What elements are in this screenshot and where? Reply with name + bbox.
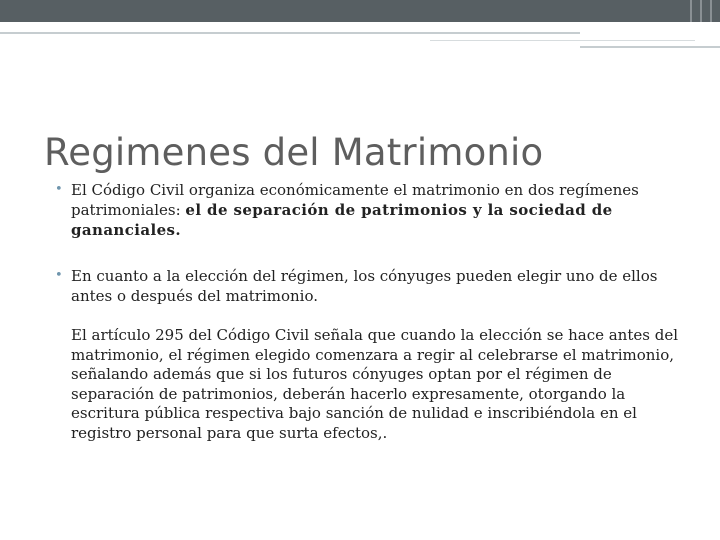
header-band-divider: [690, 0, 692, 22]
bullet-emphasis: el de separación de patrimonios y la sociedad de gananciales.: [71, 201, 613, 239]
slide-body: [55, 180, 695, 444]
header-band: [0, 0, 720, 22]
header-rule: [0, 32, 580, 34]
bullet-text: El Código Civil organiza económicamente el matrimonio en dos regímenes patrimoniales:: [71, 181, 639, 219]
bullet-text: En cuanto a la elección del régimen, los cónyuges pueden elegir uno de ellos antes o después del matrimonio.: [71, 267, 658, 305]
bullet-item: [55, 266, 695, 306]
slide-title: Regimenes del Matrimonio: [44, 130, 544, 174]
bullet-icon: •: [55, 182, 63, 197]
bullet-item: [55, 180, 695, 240]
header-rule: [580, 46, 720, 48]
header-band-divider: [710, 0, 712, 22]
header-rule: [430, 40, 695, 41]
bullet-icon: •: [55, 268, 63, 283]
body-paragraph: El artículo 295 del Código Civil señala que cuando la elección se hace antes del matrimonio, el régimen elegido comenzara a regir al celebrarse el matrimonio, señalando además que si los futuros cónyuges optan por el régimen de separación de patrimonios, deberán hacerlo expresamente, otorgando la escritura pública respectiva bajo sanción de nulidad e inscribiéndola en el registro personal para que surta efectos,.: [71, 326, 678, 442]
header-band-divider: [700, 0, 702, 22]
